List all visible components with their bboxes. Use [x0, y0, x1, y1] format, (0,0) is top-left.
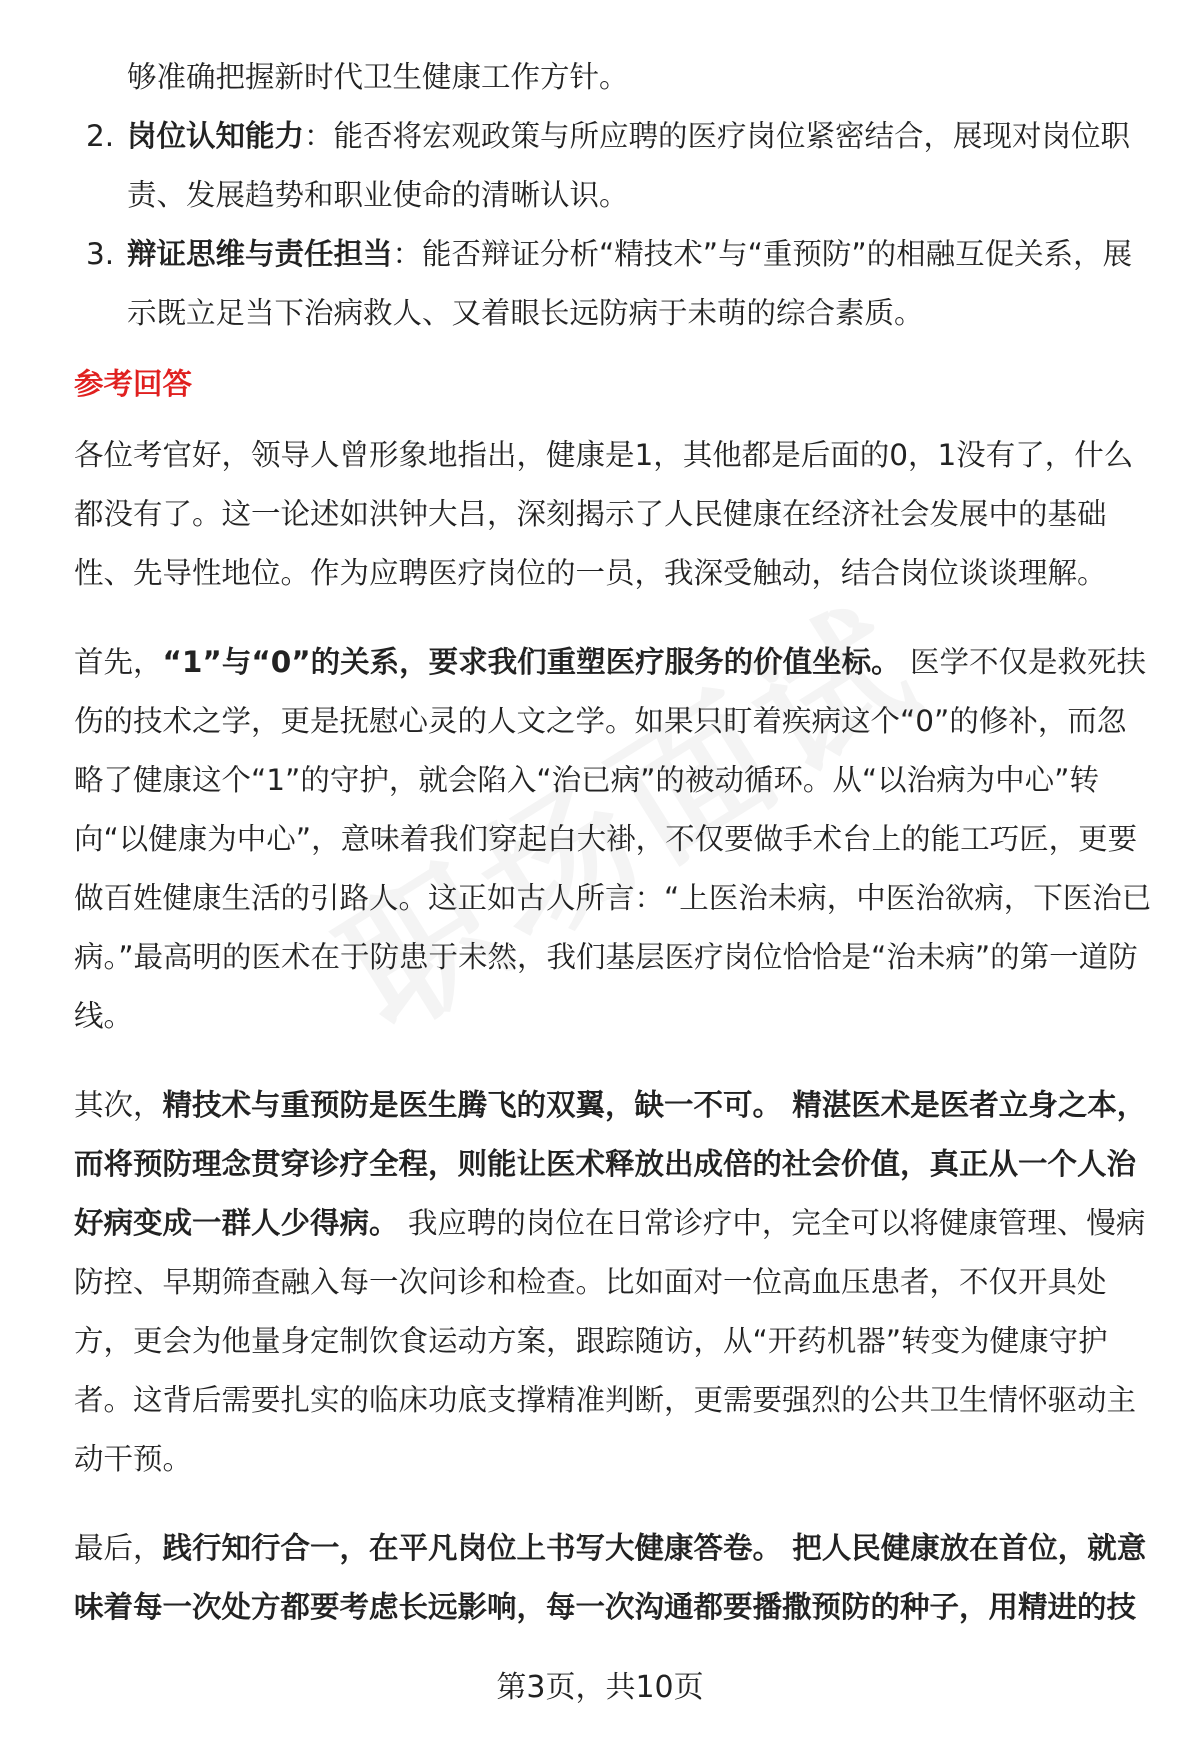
paragraph-text: 医学不仅是救死扶伤的技术之学，更是抚慰心灵的人文之学。如果只盯着疾病这个“0”的修补，而忽略了健康这个“1”的守护，就会陷入“治已病”的被动循环。从“以治病为中心”转向“以健康为中心”，意味着我们穿起白大褂，不仅要做手术台上的能工巧匠，更要做百姓健康生活的引路人。这正如古人所言：“上医治未病，中医治欲病，下医治已病。”最高明的医术在于防患于未然，我们基层医疗岗位恰恰是“治未病”的第一道防线。 [74, 645, 1152, 1033]
list-item-text: ：能否将宏观政策与所应聘的医疗岗位紧密结合，展现对岗位职责、发展趋势和职业使命的清晰认识。 [127, 119, 1131, 212]
section-heading: 参考回答 [74, 367, 193, 401]
paragraph-text: 我应聘的岗位在日常诊疗中，完全可以将健康管理、慢病防控、早期筛查融入每一次问诊和检查。比如面对一位高血压患者，不仅开具处方，更会为他量身定制饮食运动方案，跟踪随访，从“开药机器”转变为健康守护者。这背后需要扎实的临床功底支撑精准判断，更需要强烈的公共卫生情怀驱动主动干预。 [74, 1206, 1146, 1476]
list-item-text: ：能否辩证分析“精技术”与“重预防”的相融互促关系，展示既立足当下治病救人、又着眼长远防病于未萌的综合素质。 [127, 237, 1133, 330]
list-item-2 [74, 107, 1154, 225]
page-number: 第3页，共10页 [496, 1670, 704, 1705]
list-number: 2. [86, 119, 115, 153]
paragraph-first-point [74, 633, 1154, 1046]
paragraph-key-point: 精技术与重预防是医生腾飞的双翼，缺一不可。 精湛医术是医者立身之本，而将预防理念贯穿诊疗全程，则能让医术释放出成倍的社会价值，真正从一个人治好病变成一群人少得病。 [74, 1088, 1147, 1240]
paragraph-final-point [74, 1519, 1154, 1637]
list-item-1-continuation [74, 48, 1154, 107]
paragraph-text: 各位考官好，领导人曾形象地指出，健康是1，其他都是后面的0，1没有了，什么都没有了。这一论述如洪钟大吕，深刻揭示了人民健康在经济社会发展中的基础性、先导性地位。作为应聘医疗岗位的一员，我深受触动，结合岗位谈谈理解。 [74, 438, 1134, 590]
paragraph-key-point: “1”与“0”的关系，要求我们重塑医疗服务的价值坐标。 [162, 645, 901, 679]
paragraph-second-point [74, 1076, 1154, 1489]
paragraph-lead: 最后， [74, 1531, 163, 1565]
paragraph-key-point: 践行知行合一，在平凡岗位上书写大健康答卷。 把人民健康放在首位，就意味着每一次处方都要考虑长远影响，每一次沟通都要播撒预防的种子，用精进的技 [74, 1531, 1147, 1624]
list-number: 3. [86, 237, 115, 271]
list-item-3 [74, 225, 1154, 343]
list-item-title: 辩证思维与责任担当 [127, 237, 393, 271]
criteria-list [74, 48, 1154, 343]
list-item-1-text: 够准确把握新时代卫生健康工作方针。 [127, 60, 629, 94]
list-item-title: 岗位认知能力 [127, 119, 305, 153]
paragraph-lead: 其次， [74, 1088, 163, 1122]
document-content [74, 48, 1154, 1667]
paragraph-intro [74, 426, 1154, 603]
paragraph-lead: 首先， [74, 645, 163, 679]
